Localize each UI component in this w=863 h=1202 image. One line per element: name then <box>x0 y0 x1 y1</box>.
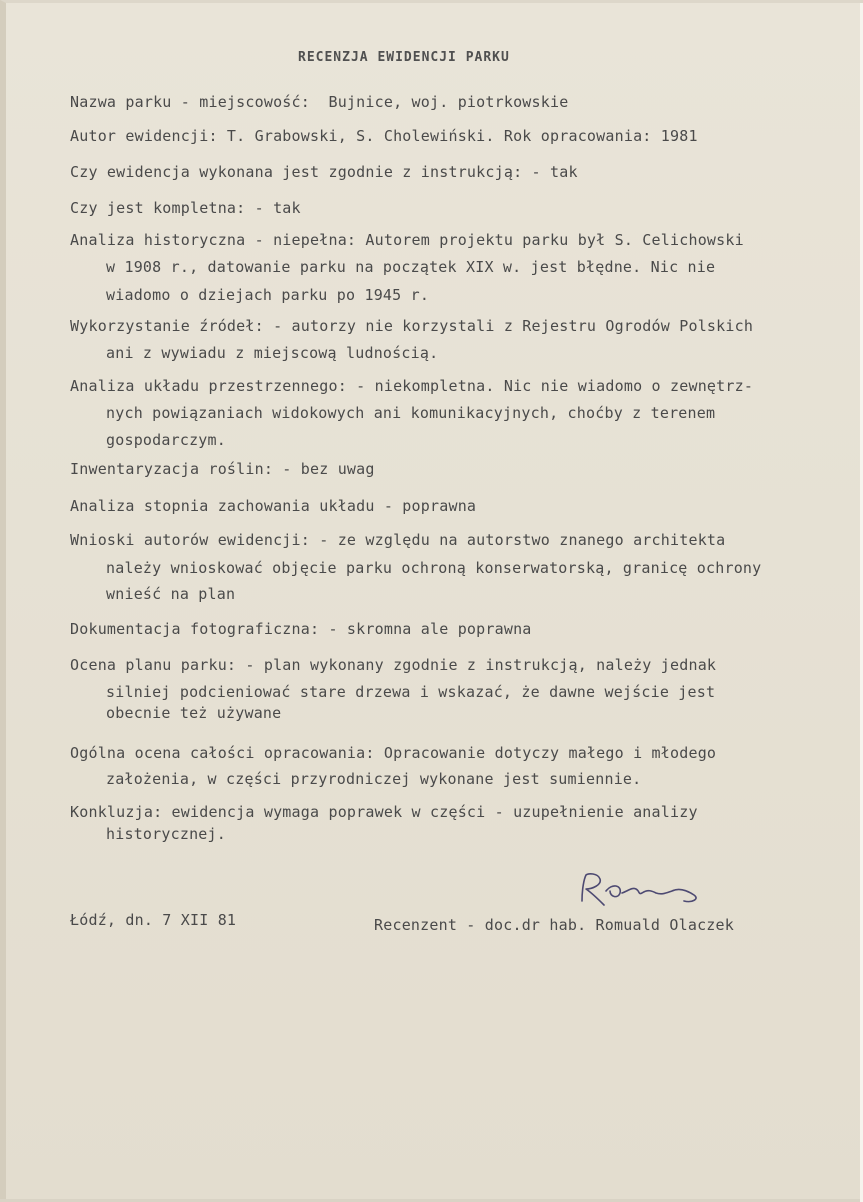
historical-analysis-line: w 1908 r., datowanie parku na początek XIX w. jest błędne. Nic nie <box>106 258 716 276</box>
historical-analysis-line: Analiza historyczna - niepełna: Autorem projektu parku był S. Celichowski <box>70 231 744 249</box>
plant-inventory-line: Inwentaryzacja roślin: - bez uwag <box>70 460 375 478</box>
reviewer-line: Recenzent - doc.dr hab. Romuald Olaczek <box>374 916 734 934</box>
conclusions-line: wnieść na plan <box>106 585 236 603</box>
spatial-analysis-line: Analiza układu przestrzennego: - niekompletna. Nic nie wiadomo o zewnętrz- <box>70 377 754 395</box>
spatial-analysis-line: gospodarczym. <box>106 431 226 449</box>
plan-assessment-line: Ocena planu parku: - plan wykonany zgodnie z instrukcją, należy jednak <box>70 656 717 674</box>
conclusions-line: należy wnioskować objęcie parku ochroną konserwatorską, granicę ochrony <box>106 559 762 577</box>
handwritten-signature <box>576 869 716 917</box>
park-name-line: Nazwa parku - miejscowość: Bujnice, woj. piotrkowskie <box>70 93 569 111</box>
completeness-line: Czy jest kompletna: - tak <box>70 199 301 217</box>
overall-assessment-line: Ogólna ocena całości opracowania: Opracowanie dotyczy małego i młodego <box>70 744 717 762</box>
conclusion-line: Konkluzja: ewidencja wymaga poprawek w części - uzupełnienie analizy <box>70 803 698 821</box>
preservation-analysis-line: Analiza stopnia zachowania układu - poprawna <box>70 497 477 515</box>
place-date: Łódź, dn. 7 XII 81 <box>70 911 237 929</box>
sources-line: Wykorzystanie źródeł: - autorzy nie korzystali z Rejestru Ogrodów Polskich <box>70 317 754 335</box>
conclusion-line: historycznej. <box>106 825 226 843</box>
spatial-analysis-line: nych powiązaniach widokowych ani komunikacyjnych, choćby z terenem <box>106 404 716 422</box>
document-title: RECENZJA EWIDENCJI PARKU <box>298 50 510 65</box>
instruction-compliance-line: Czy ewidencja wykonana jest zgodnie z instrukcją: - tak <box>70 163 578 181</box>
plan-assessment-line: obecnie też używane <box>106 704 282 722</box>
overall-assessment-line: założenia, w części przyrodniczej wykonane jest sumiennie. <box>106 770 642 788</box>
author-line: Autor ewidencji: T. Grabowski, S. Cholewiński. Rok opracowania: 1981 <box>70 127 698 145</box>
photo-documentation-line: Dokumentacja fotograficzna: - skromna ale poprawna <box>70 620 532 638</box>
conclusions-line: Wnioski autorów ewidencji: - ze względu na autorstwo znanego architekta <box>70 531 726 549</box>
plan-assessment-line: silniej podcieniować stare drzewa i wskazać, że dawne wejście jest <box>106 683 716 701</box>
historical-analysis-line: wiadomo o dziejach parku po 1945 r. <box>106 286 430 304</box>
sources-line: ani z wywiadu z miejscową ludnością. <box>106 344 439 362</box>
